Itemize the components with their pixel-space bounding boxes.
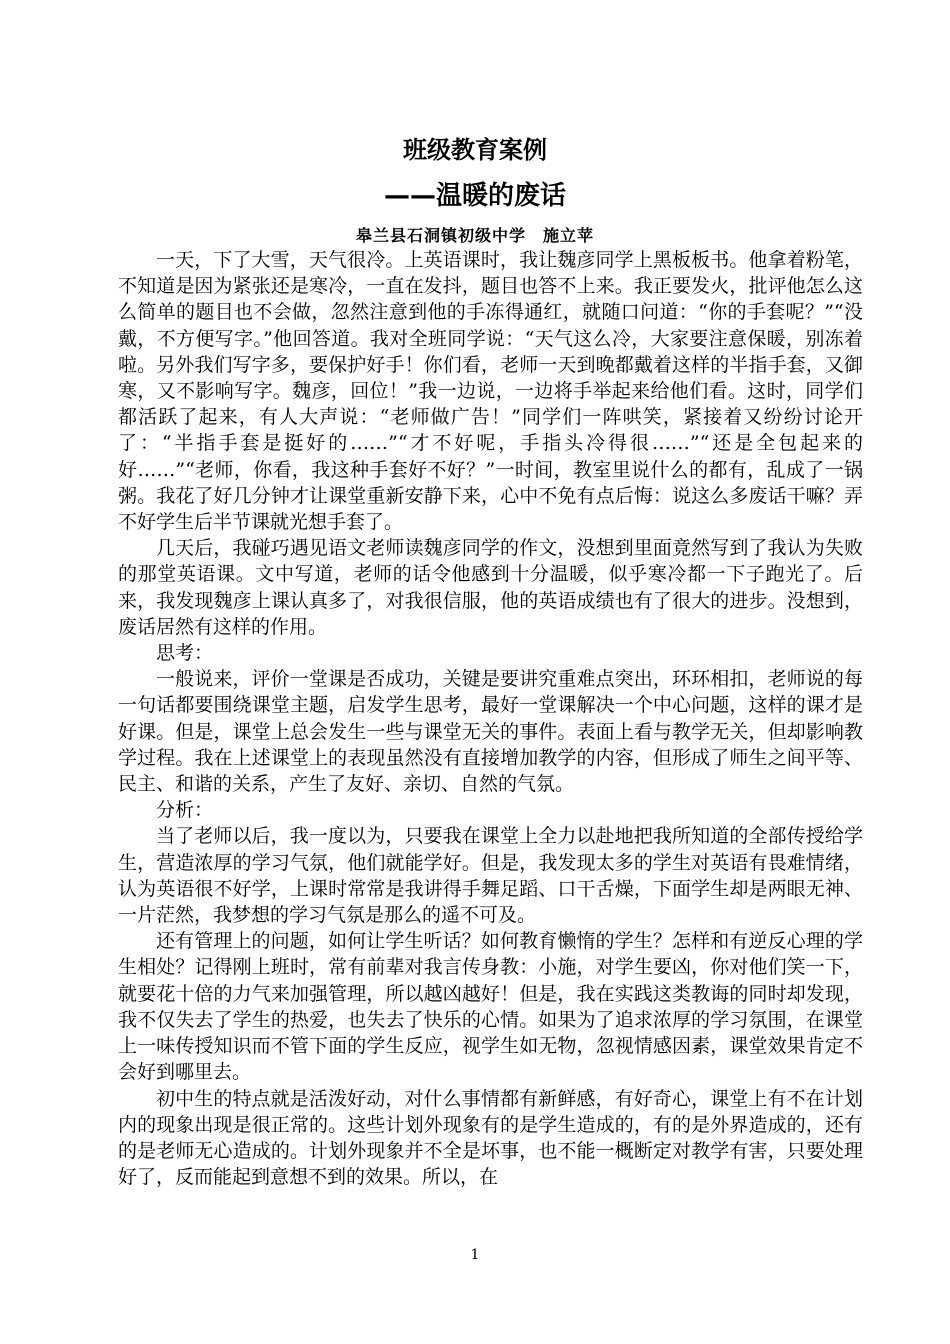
section-heading-thinking: 思考： xyxy=(156,642,214,665)
paragraph: 几天后，我碰巧遇见语文老师读魏彦同学的作文，没想到里面竟然写到了我认为失败的那堂英语课。文中写道，老师的话令他感到十分温暖，似乎寒冷都一下子跑光了。后来，我发现魏彦上课认真多了，对我很信服，他的英语成绩也有了很大的进步。没想到，废话居然有这样的作用。 xyxy=(118,537,863,638)
paragraph: 一般说来，评价一堂课是否成功，关键是要讲究重难点突出，环环相扣，老师说的每一句话都要围绕课堂主题，启发学生思考，最好一堂课解决一个中心问题，这样的课才是好课。但是，课堂上总会发生一些与课堂无关的事件。表面上看与教学无关，但却影响教学过程。我在上述课堂上的表现虽然没有直接增加教学的内容，但形成了师生之间平等、民主、和谐的关系，产生了友好、亲切、自然的气氛。 xyxy=(118,668,863,796)
paragraph: 一天，下了大雪，天气很冷。上英语课时，我让魏彦同学上黑板板书。他拿着粉笔，不知道是因为紧张还是寒冷，一直在发抖，题目也答不上来。我正要发火，批评他怎么这么简单的题目也不会做，忽然注意到他的手冻得通红，就随口问道：“你的手套呢？”“没戴，不方便写字。”他回答道。我对全班同学说：“天气这么冷，大家要注意保暖，别冻着啦。另外我们写字多，要保护好手！你们看，老师一天到晚都戴着这样的半指手套，又御寒，又不影响写字。魏彦，回位！”我一边说，一边将手举起来给他们看。这时，同学们都活跃了起来，有人大声说：“老师做广告！”同学们一阵哄笑，紧接着又纷纷讨论开了：“半指手套是挺好的……”“才不好呢，手指头冷得很……”“还是全包起来的好……”“老师，你看，我这种手套好不好？”一时间，教室里说什么的都有，乱成了一锅粥。我花了好几分钟才让课堂重新安静下来，心中不免有点后悔：说这么多废话干嘛？弄不好学生后半节课就光想手套了。 xyxy=(118,249,863,534)
page-number: 1 xyxy=(470,1247,480,1263)
document-body xyxy=(118,247,863,1190)
document-title: 班级教育案例 xyxy=(403,136,547,164)
paragraph: 当了老师以后，我一度以为，只要我在课堂上全力以赴地把我所知道的全部传授给学生，营造浓厚的学习气氛，他们就能学好。但是，我发现太多的学生对英语有畏难情绪，认为英语很不好学，上课时常常是我讲得手舞足蹈、口干舌燥，下面学生却是两眼无神、一片茫然，我梦想的学习气氛是那么的遥不可及。 xyxy=(118,825,863,927)
document-subtitle: ——温暖的废话 xyxy=(383,181,566,211)
paragraph: 还有管理上的问题，如何让学生听话？如何教育懒惰的学生？怎样和有逆反心理的学生相处？记得刚上班时，常有前辈对我言传身教：小施，对学生要凶，你对他们笑一下，就要花十倍的力气来加强管理，所以越凶越好！但是，我在实践这类教诲的同时却发现，我不仅失去了学生的热爱，也失去了快乐的心情。如果为了追求浓厚的学习氛围，在课堂上一味传授知识而不管下面的学生反应，视学生如无物，忽视情感因素，课堂效果肯定不会好到哪里去。 xyxy=(118,930,863,1084)
paragraph: 初中生的特点就是活泼好动，对什么事情都有新鲜感，有好奇心，课堂上有不在计划内的现象出现是很正常的。这些计划外现象有的是学生造成的，有的是外界造成的，还有的是老师无心造成的。计划外现象并不全是坏事，也不能一概断定对教学有害，只要处理好了，反而能起到意想不到的效果。所以，在 xyxy=(118,1087,863,1189)
author-line: 皋兰县石洞镇初级中学 施立苹 xyxy=(355,226,594,245)
section-heading-analysis: 分析： xyxy=(156,799,214,822)
